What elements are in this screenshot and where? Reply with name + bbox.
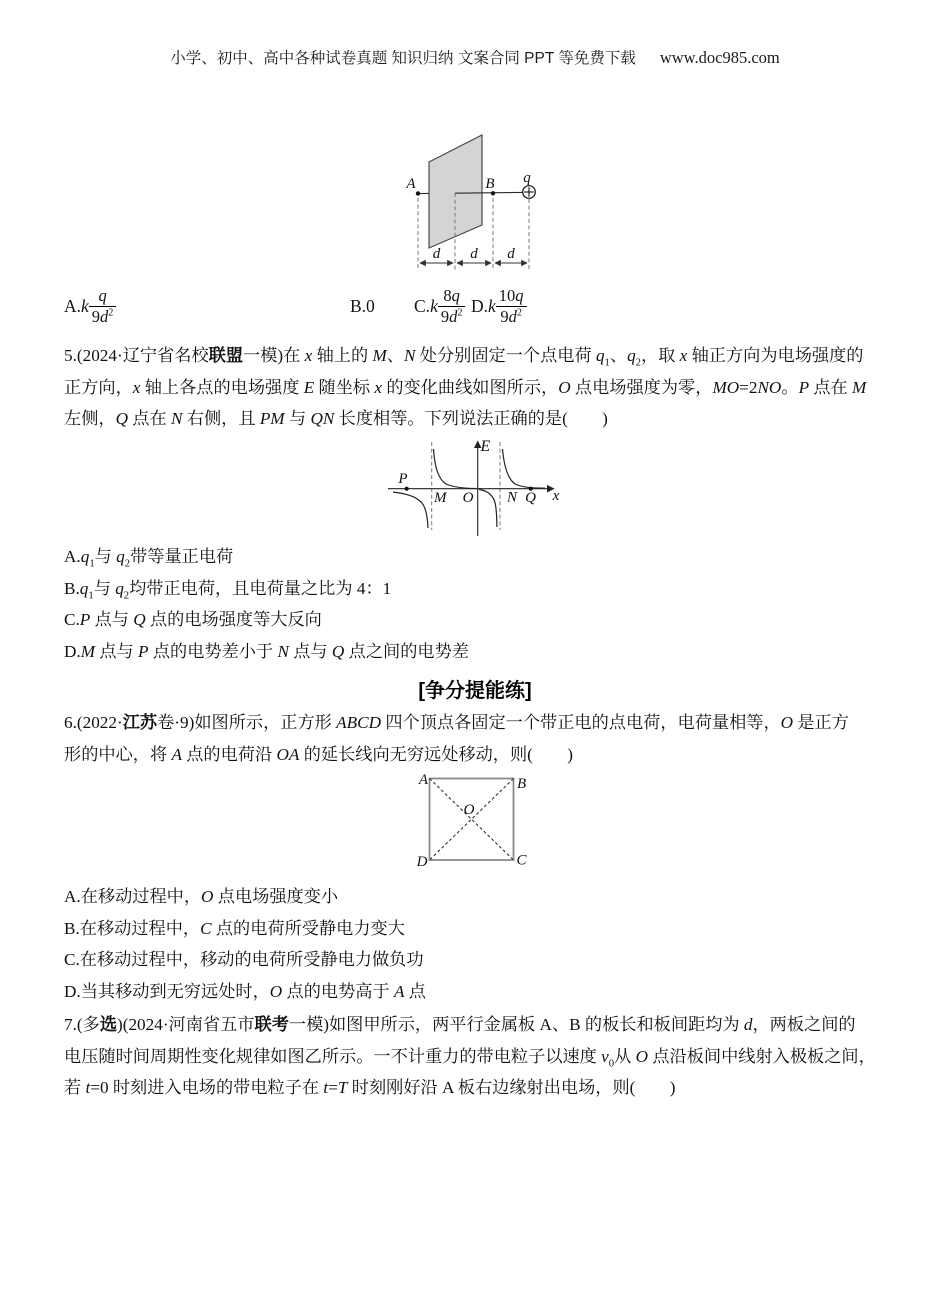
q4-option-c-fraction: $\frac{8q}{9d^2}$ xyxy=(438,286,466,326)
question-7-line-3: 若 t=0 时刻进入电场的带电粒子在 t=T 时刻刚好沿 A 板右边缘射出电场，则( ) xyxy=(64,1078,676,1098)
curve-right-of-N xyxy=(503,449,546,488)
header-url[interactable]: www.doc985.com xyxy=(659,48,780,67)
q4-option-d-label: D.k xyxy=(471,295,496,316)
label-O: O xyxy=(462,490,474,506)
q4-options-row xyxy=(0,281,950,331)
question-6-text xyxy=(64,707,849,770)
question-7-line-2: 电压随时间周期性变化规律如图乙所示。一不计重力的带电粒子以速度 $v_0$从 O 点沿板间中线射入极板之间， xyxy=(64,1046,876,1070)
label-center-O: O xyxy=(463,802,475,818)
q5-option-b: $B.q_1$与 $q_2$均带正电荷，且电荷量之比为 4：1 xyxy=(64,578,392,602)
q6-option-c: C.在移动过程中，移动的电荷所受静电力做负功 xyxy=(64,950,424,970)
label-A: A xyxy=(406,176,416,192)
q5-option-a: $A.q_1$与 $q_2$带等量正电荷 xyxy=(64,547,234,570)
label-M: M xyxy=(434,490,447,506)
question-5-line-2: 正方向，x 轴上各点的电场强度 E 随坐标 x 的变化曲线如图所示，O 点电场强度为零，MO=2NO。P 点在 M xyxy=(64,377,867,397)
label-d2: d xyxy=(470,246,478,262)
q4-option-b-label: B.0 xyxy=(350,295,375,316)
header-tagline: 小学、初中、高中各种试卷真题 知识归纳 文案合同 PPT 等免费下载 xyxy=(170,50,636,67)
label-d3: d xyxy=(507,246,515,262)
question-5-options xyxy=(64,541,469,667)
q6-option-b: B.在移动过程中，C 点的电荷所受静电力变大 xyxy=(64,918,405,938)
q4-option-d xyxy=(471,281,527,331)
page-header xyxy=(0,46,950,68)
point-P-dot xyxy=(405,487,409,491)
figure-charged-plate xyxy=(378,118,558,278)
label-corner-D: D xyxy=(417,854,428,870)
q6-option-d: D.当其移动到无穷远处时，O 点的电势高于 A 点 xyxy=(64,981,426,1001)
label-x-axis: x xyxy=(552,488,560,504)
question-7-text xyxy=(64,1009,876,1104)
label-Q: Q xyxy=(525,490,536,506)
label-N: N xyxy=(506,489,518,506)
question-5-line-3: 左侧，Q 点在 N 右侧，且 PM 与 QN 长度相等。下列说法正确的是( ) xyxy=(64,409,608,429)
curve-M-to-O xyxy=(434,449,477,489)
question-5-text xyxy=(64,340,866,435)
q6-option-a: A.在移动过程中，O 点电场强度变小 xyxy=(64,887,339,906)
label-P: P xyxy=(398,471,408,487)
figure-square-ABCD xyxy=(417,772,527,872)
section-header: [争分提能练] xyxy=(418,680,532,702)
label-d1: d xyxy=(432,246,441,262)
label-q: q xyxy=(523,170,531,186)
q4-option-c xyxy=(414,281,465,331)
question-7-line-1: 7.(多选)(2024·河南省五市联考一模)如图甲所示，两平行金属板 A、B 的板长和板间距均为 d，两板之间的 xyxy=(64,1015,856,1034)
curve-O-to-N xyxy=(479,490,497,528)
question-6-line-1: 6.(2022·江苏卷·9)如图所示，正方形 ABCD 四个顶点各固定一个带正电的点电荷，电荷量相等，O 是正方 xyxy=(64,713,849,732)
q5-option-d: D.M 点与 P 点的电势差小于 N 点与 Q 点之间的电势差 xyxy=(64,641,469,661)
figure-E-x-graph xyxy=(383,438,563,550)
q4-option-b xyxy=(350,281,375,331)
label-B: B xyxy=(485,176,495,192)
plate-shape xyxy=(429,135,482,248)
label-corner-C: C xyxy=(516,852,527,869)
label-E-axis: E xyxy=(480,438,491,455)
curve-left-of-M xyxy=(393,492,428,528)
q4-option-d-fraction: $\frac{10q}{9d^2}$ xyxy=(496,286,527,326)
q5-option-c: C.P 点与 Q 点的电场强度等大反向 xyxy=(64,610,322,630)
point-A-dot xyxy=(416,191,420,195)
label-corner-B: B xyxy=(517,776,527,792)
question-6-options xyxy=(64,881,426,1007)
question-5-line-1: 5.(2024·辽宁省名校联盟一模)在 x 轴上的 M、N 处分别固定一个点电荷 $q_1$、$q_2$，取 x 轴正方向为电场强度的 xyxy=(64,346,864,369)
q4-option-a-fraction: $\frac{q}{9d^2}$ xyxy=(89,286,117,326)
q4-option-a xyxy=(64,281,116,331)
positive-charge-icon xyxy=(523,186,536,199)
q4-option-c-label: C.k xyxy=(414,295,438,316)
question-6-line-2: 形的中心，将 A 点的电荷沿 OA 的延长线向无穷远处移动，则( ) xyxy=(64,744,573,764)
q4-option-a-label: A.k xyxy=(64,295,89,316)
label-corner-A: A xyxy=(418,772,428,788)
